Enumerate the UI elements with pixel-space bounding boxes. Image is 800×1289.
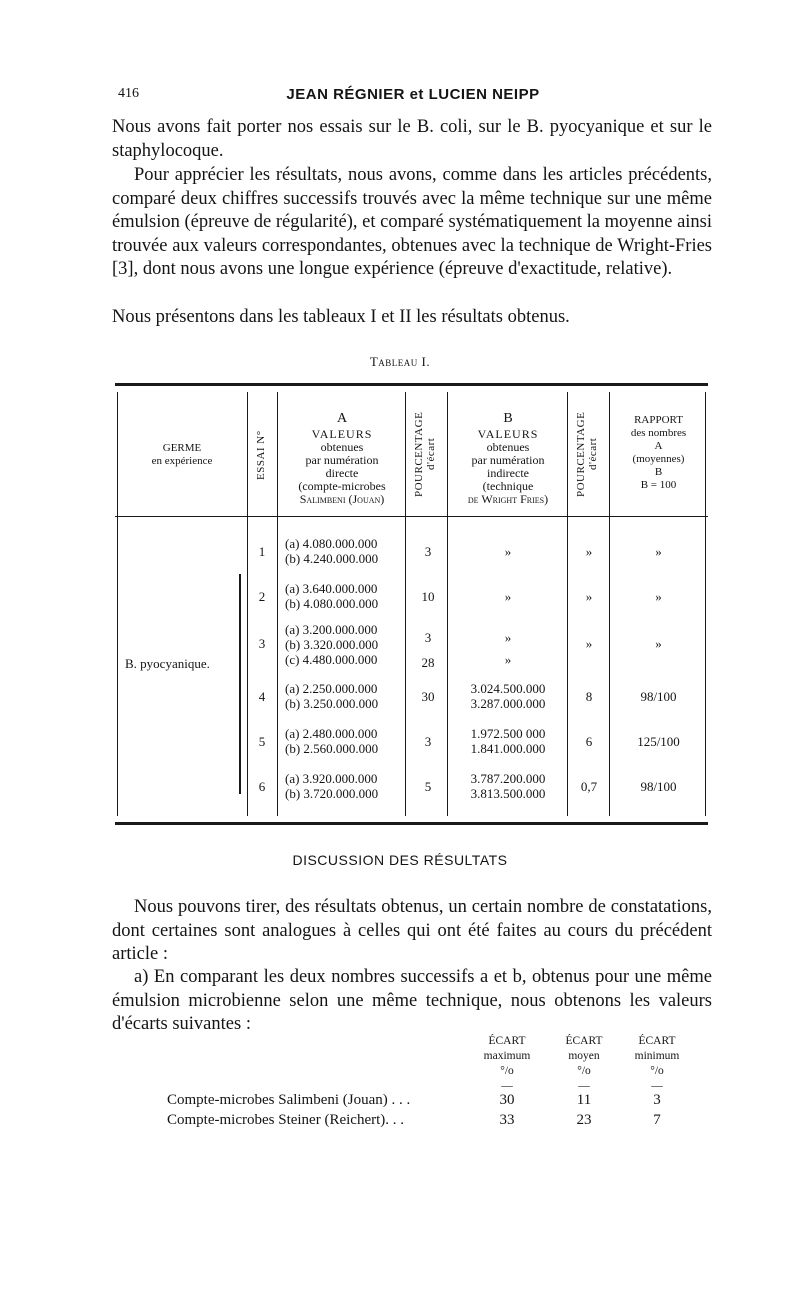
germe-label: B. pyocyanique. bbox=[125, 656, 210, 671]
value-a: (b) 3.320.000.000 bbox=[285, 637, 379, 652]
col-divider bbox=[247, 392, 248, 816]
col-divider bbox=[277, 392, 278, 816]
value-b: 1.972.500 000 bbox=[470, 726, 546, 741]
pct-b: 6 bbox=[585, 734, 593, 749]
col-divider bbox=[567, 392, 568, 816]
discussion-paragraph-1: Nous pouvons tirer, des résultats obtenus, un certain nombre de constatations, dont certaines sont analogues à celles qui ont été faites au cours du précédent article : bbox=[112, 897, 712, 964]
essai-number: 6 bbox=[258, 779, 266, 794]
essai-number: 5 bbox=[258, 734, 266, 749]
value-b: 3.813.500.000 bbox=[470, 786, 546, 801]
value-a: (a) 3.920.000.000 bbox=[285, 771, 378, 786]
pct-a: 28 bbox=[421, 655, 435, 670]
essai-number: 3 bbox=[258, 636, 266, 651]
value-a: (a) 2.250.000.000 bbox=[285, 681, 378, 696]
paragraph-1: Nous avons fait porter nos essais sur le B. coli, sur le B. pyocyanique et sur le staphylocoque. bbox=[112, 117, 712, 161]
ecart-value: 11 bbox=[576, 1092, 592, 1108]
ecart-value: 33 bbox=[499, 1112, 515, 1128]
col-divider bbox=[609, 392, 610, 816]
header-rapport: RAPPORT des nombres A (moyennes) B B = 100 bbox=[630, 414, 687, 491]
rapport: 125/100 bbox=[637, 734, 680, 749]
header-pct-b: POURCENTAGE d'écart bbox=[575, 411, 599, 497]
col-divider bbox=[405, 392, 406, 816]
value-b: » bbox=[504, 652, 512, 667]
ecart-header-max: ÉCART maximum °/o — bbox=[483, 1035, 531, 1092]
paragraph-2: Pour apprécier les résultats, nous avons, comme dans les articles précédents, comparé deux chiffres successifs trouvés avec la même technique sur une même émulsion (épreuve de régularité), et comparé systématiquement la moyenne ainsi trouvée aux valeurs correspondantes, obtenues avec la technique de Wright-Fries [3], dont nous avons une longue expérience (épreuve d'exactitude, relative). bbox=[112, 165, 713, 279]
ecart-value: 3 bbox=[653, 1092, 661, 1108]
value-b: » bbox=[504, 544, 512, 559]
value-a: (a) 3.200.000.000 bbox=[285, 622, 378, 637]
col-divider bbox=[447, 392, 448, 816]
ecart-row-label: Compte-microbes Steiner (Reichert). . . bbox=[167, 1112, 405, 1128]
pct-a: 3 bbox=[424, 734, 432, 749]
ecart-value: 23 bbox=[576, 1112, 592, 1128]
essai-number: 1 bbox=[258, 544, 266, 559]
table-caption: Tableau I. bbox=[369, 354, 431, 369]
value-a: (b) 2.560.000.000 bbox=[285, 741, 379, 756]
ecart-row-label: Compte-microbes Salimbeni (Jouan) . . . bbox=[167, 1092, 411, 1108]
pct-a: 5 bbox=[424, 779, 432, 794]
paragraph-3: Nous présentons dans les tableaux I et II les résultats obtenus. bbox=[112, 307, 570, 327]
running-head-title: JEAN RÉGNIER et LUCIEN NEIPP bbox=[286, 86, 540, 103]
page-number: 416 bbox=[118, 86, 139, 101]
header-essai: ESSAI N° bbox=[255, 430, 267, 480]
rapport: » bbox=[655, 636, 662, 651]
value-b: 3.787.200.000 bbox=[470, 771, 546, 786]
discussion-paragraph-2: a) En comparant les deux nombres successifs a et b, obtenus pour une même émulsion microbienne selon une même technique, nous obtenons les valeurs d'écarts suivantes : bbox=[112, 967, 712, 1034]
ecart-header-moyen: ÉCART moyen °/o — bbox=[565, 1035, 603, 1092]
value-a: (b) 3.720.000.000 bbox=[285, 786, 379, 801]
header-col-a: A VALEURS obtenues par numération directe (compte-microbes Salimbeni (Jouan) bbox=[298, 411, 386, 506]
ecart-header-min: ÉCART minimum °/o — bbox=[634, 1035, 680, 1092]
rapport: 98/100 bbox=[640, 689, 677, 704]
value-a: (a) 4.080.000.000 bbox=[285, 536, 378, 551]
section-title: DISCUSSION DES RÉSULTATS bbox=[292, 852, 508, 868]
rapport: 98/100 bbox=[640, 779, 677, 794]
pct-b: 0,7 bbox=[580, 779, 598, 794]
value-a: (a) 3.640.000.000 bbox=[285, 581, 378, 596]
pct-b: » bbox=[585, 589, 593, 604]
value-a: (b) 4.240.000.000 bbox=[285, 551, 379, 566]
value-a: (b) 4.080.000.000 bbox=[285, 596, 379, 611]
pct-b: » bbox=[585, 636, 593, 651]
value-b: 3.024.500.000 bbox=[470, 681, 546, 696]
results-table bbox=[115, 383, 708, 825]
value-a: (a) 2.480.000.000 bbox=[285, 726, 378, 741]
pct-a: 3 bbox=[424, 544, 432, 559]
value-b: 1.841.000.000 bbox=[470, 741, 546, 756]
essai-number: 2 bbox=[258, 589, 266, 604]
pct-b: » bbox=[585, 544, 593, 559]
header-pct-a: POURCENTAGE d'écart bbox=[413, 411, 437, 497]
value-a: (b) 3.250.000.000 bbox=[285, 696, 379, 711]
pct-a: 30 bbox=[421, 689, 435, 704]
value-a: (c) 4.480.000.000 bbox=[285, 652, 378, 667]
essai-number: 4 bbox=[258, 689, 266, 704]
ecart-value: 7 bbox=[653, 1112, 661, 1128]
header-germe: GERME en expérience bbox=[151, 442, 213, 467]
rapport: » bbox=[655, 589, 662, 604]
pct-a: 10 bbox=[421, 589, 435, 604]
value-b: » bbox=[504, 589, 512, 604]
value-b: 3.287.000.000 bbox=[470, 696, 546, 711]
pct-b: 8 bbox=[585, 689, 593, 704]
ecart-value: 30 bbox=[499, 1092, 515, 1108]
value-b: » bbox=[504, 630, 512, 645]
rapport: » bbox=[655, 544, 662, 559]
header-col-b: B VALEURS obtenues par numération indirecte (technique de Wright Fries) bbox=[467, 411, 549, 506]
germe-bracket bbox=[239, 574, 244, 794]
header-separator bbox=[115, 516, 708, 517]
pct-a: 3 bbox=[424, 630, 432, 645]
running-header bbox=[118, 86, 708, 110]
